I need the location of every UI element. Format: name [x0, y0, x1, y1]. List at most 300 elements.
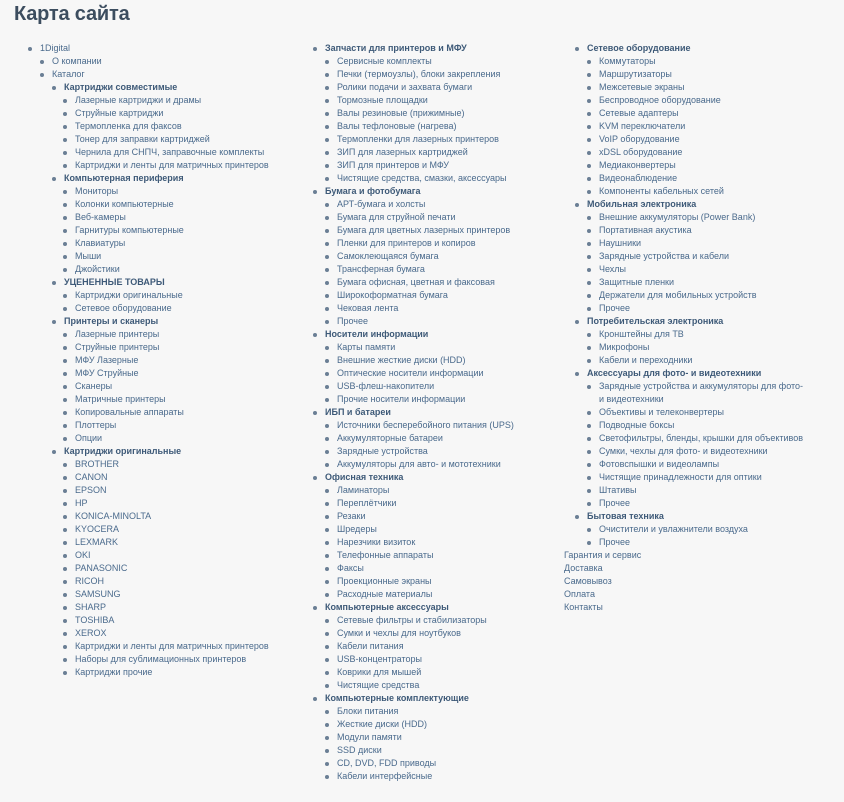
sitemap-link-label[interactable]: АРТ-бумага и холсты	[337, 199, 426, 209]
page-title: Карта сайта	[14, 3, 130, 25]
sitemap-link[interactable]	[552, 68, 844, 81]
sitemap-link-label[interactable]: EPSON	[75, 485, 107, 495]
sitemap-link[interactable]	[290, 549, 552, 562]
sitemap-link-label[interactable]: Прочее	[599, 303, 630, 313]
sitemap-link-label[interactable]: Опции	[75, 433, 103, 443]
sitemap-footer-link-label[interactable]: Гарантия и сервис	[564, 550, 642, 560]
sitemap-link-label[interactable]: Струйные принтеры	[75, 342, 160, 352]
sitemap-link-label[interactable]: Внешние жесткие диски (HDD)	[337, 355, 466, 365]
sitemap-link-label[interactable]: Струйные картриджи	[75, 108, 164, 118]
sitemap-link-label[interactable]: Валы резиновые (прижимные)	[337, 108, 465, 118]
sitemap-link-label[interactable]: VoIP оборудование	[599, 134, 680, 144]
sitemap-link[interactable]	[552, 133, 844, 146]
sitemap-category-col2-g7[interactable]	[290, 692, 552, 705]
sitemap-link[interactable]	[290, 315, 552, 328]
sitemap-link-label[interactable]: Чистящие принадлежности для оптики	[599, 472, 762, 482]
sitemap-footer-link-label[interactable]: Оплата	[564, 589, 595, 599]
sitemap-link-label[interactable]: Сетевые фильтры и стабилизаторы	[337, 615, 487, 625]
sitemap-link[interactable]	[552, 341, 844, 354]
sitemap-link[interactable]	[552, 94, 844, 107]
sitemap-link-label[interactable]: CD, DVD, FDD приводы	[337, 758, 437, 768]
sitemap-link-label[interactable]: Светофильтры, бленды, крышки для объективов	[599, 433, 803, 443]
sitemap-link-label[interactable]: Картриджи прочие	[75, 667, 153, 677]
sitemap-link-label[interactable]: Термопленка для факсов	[75, 121, 182, 131]
sitemap-link[interactable]	[0, 575, 290, 588]
sitemap-link[interactable]	[552, 484, 844, 497]
sitemap-link[interactable]	[0, 380, 290, 393]
sitemap-link[interactable]	[552, 120, 844, 133]
sitemap-link[interactable]	[0, 601, 290, 614]
sitemap-link[interactable]	[0, 653, 290, 666]
sitemap-link[interactable]	[290, 614, 552, 627]
sitemap-link-label[interactable]: Аккумуляторы для авто- и мототехники	[337, 459, 501, 469]
sitemap-footer-link[interactable]	[552, 601, 844, 614]
sitemap-link-label[interactable]: Оптические носители информации	[337, 368, 484, 378]
sitemap-link[interactable]	[290, 666, 552, 679]
sitemap-link[interactable]	[0, 237, 290, 250]
sitemap-link[interactable]	[290, 211, 552, 224]
sitemap-link[interactable]	[0, 549, 290, 562]
sitemap-link-label[interactable]: SHARP	[75, 602, 107, 612]
sitemap-category-col1-g4[interactable]	[0, 315, 290, 328]
sitemap-link[interactable]	[552, 406, 844, 419]
sitemap-link[interactable]	[552, 432, 844, 445]
sitemap-link[interactable]	[290, 536, 552, 549]
sitemap-link-label[interactable]: Медиаконвертеры	[599, 160, 676, 170]
sitemap-link[interactable]	[290, 133, 552, 146]
sitemap-link-label[interactable]: Ролики подачи и захвата бумаги	[337, 82, 473, 92]
sitemap-category-col1-g2-label[interactable]: Компьютерная периферия	[64, 173, 184, 183]
sitemap-link-label[interactable]: Фотовспышки и видеолампы	[599, 459, 720, 469]
sitemap-link-label[interactable]: Прочее	[599, 537, 630, 547]
sitemap-link[interactable]	[0, 640, 290, 653]
sitemap-link-label[interactable]: Чистящие средства, смазки, аксессуары	[337, 173, 507, 183]
sitemap-category-col3-g2[interactable]	[552, 198, 844, 211]
sitemap-link-label[interactable]: Чековая лента	[337, 303, 399, 313]
sitemap-link[interactable]	[290, 68, 552, 81]
sitemap-category-col1-g2[interactable]	[0, 172, 290, 185]
sitemap-link[interactable]	[552, 211, 844, 224]
sitemap-category-col2-g3[interactable]	[290, 328, 552, 341]
sitemap-category-col2-g4[interactable]	[290, 406, 552, 419]
sitemap-link[interactable]	[552, 224, 844, 237]
sitemap-category-col1-g1-label[interactable]: Картриджи совместимые	[64, 82, 178, 92]
sitemap-link[interactable]	[552, 328, 844, 341]
sitemap-link[interactable]	[552, 289, 844, 302]
sitemap-category-col2-g5[interactable]	[290, 471, 552, 484]
sitemap-link[interactable]	[552, 107, 844, 120]
sitemap-link-label[interactable]: Шредеры	[337, 524, 377, 534]
sitemap-link[interactable]	[290, 445, 552, 458]
sitemap-about-link-label[interactable]: О компании	[52, 56, 102, 66]
sitemap-link-label[interactable]: Чистящие средства	[337, 680, 420, 690]
sitemap-category-col2-g6[interactable]	[290, 601, 552, 614]
sitemap-link[interactable]	[552, 81, 844, 94]
sitemap-link[interactable]	[0, 263, 290, 276]
sitemap-link-label[interactable]: Аккумуляторные батареи	[337, 433, 443, 443]
sitemap-link-label[interactable]: Клавиатуры	[75, 238, 126, 248]
sitemap-link[interactable]	[552, 263, 844, 276]
sitemap-link[interactable]	[0, 354, 290, 367]
sitemap-link[interactable]	[290, 198, 552, 211]
sitemap-link-label[interactable]: Бумага офисная, цветная и факсовая	[337, 277, 495, 287]
sitemap-column-2	[290, 42, 552, 783]
sitemap-link-label[interactable]: Сервисные комплекты	[337, 56, 432, 66]
sitemap-link-label[interactable]: USB-флеш-накопители	[337, 381, 435, 391]
sitemap-link[interactable]	[290, 354, 552, 367]
sitemap-link-label[interactable]: Кабели питания	[337, 641, 404, 651]
sitemap-root-link[interactable]	[0, 42, 290, 55]
sitemap-link[interactable]	[0, 211, 290, 224]
sitemap-link-label[interactable]: Резаки	[337, 511, 366, 521]
sitemap-link-label[interactable]: Наушники	[599, 238, 642, 248]
sitemap-link[interactable]	[290, 55, 552, 68]
sitemap-link-label[interactable]: Трансферная бумага	[337, 264, 425, 274]
sitemap-link-label[interactable]: Мониторы	[75, 186, 119, 196]
sitemap-link-label[interactable]: KYOCERA	[75, 524, 120, 534]
sitemap-catalog-link[interactable]	[0, 68, 290, 81]
sitemap-link[interactable]	[290, 458, 552, 471]
sitemap-link-label[interactable]: PANASONIC	[75, 563, 128, 573]
sitemap-link[interactable]	[0, 497, 290, 510]
sitemap-link[interactable]	[290, 497, 552, 510]
sitemap-link[interactable]	[290, 237, 552, 250]
sitemap-link[interactable]	[0, 250, 290, 263]
sitemap-link-label[interactable]: Проекционные экраны	[337, 576, 432, 586]
sitemap-link-label[interactable]: TOSHIBA	[75, 615, 115, 625]
sitemap-link-label[interactable]: Зарядные устройства и кабели	[599, 251, 729, 261]
sitemap-category-col2-g3-label[interactable]: Носители информации	[325, 329, 429, 339]
sitemap-link-label[interactable]: Видеонаблюдение	[599, 173, 678, 183]
sitemap-link-label[interactable]: Зарядные устройства и аккумуляторы для фото- и видеотехники	[599, 381, 804, 404]
sitemap-link-label[interactable]: Зарядные устройства	[337, 446, 428, 456]
sitemap-link[interactable]	[0, 627, 290, 640]
sitemap-link[interactable]	[290, 341, 552, 354]
sitemap-link-label[interactable]: Чехлы	[599, 264, 627, 274]
sitemap-link-label[interactable]: Жесткие диски (HDD)	[337, 719, 428, 729]
sitemap-link[interactable]	[290, 770, 552, 783]
sitemap-link-label[interactable]: Беспроводное оборудование	[599, 95, 721, 105]
sitemap-link[interactable]	[0, 523, 290, 536]
sitemap-link[interactable]	[290, 94, 552, 107]
sitemap-link[interactable]	[0, 419, 290, 432]
sitemap-link[interactable]	[290, 302, 552, 315]
sitemap-category-col3-g4-label[interactable]: Аксессуары для фото- и видеотехники	[587, 368, 762, 378]
sitemap-category-col1-g4-label[interactable]: Принтеры и сканеры	[64, 316, 159, 326]
sitemap-link[interactable]	[0, 406, 290, 419]
sitemap-link[interactable]	[0, 614, 290, 627]
sitemap-link[interactable]	[0, 471, 290, 484]
sitemap-link-label[interactable]: Кабели интерфейсные	[337, 771, 433, 781]
sitemap-link[interactable]	[290, 276, 552, 289]
sitemap-footer-link[interactable]	[552, 588, 844, 601]
sitemap-link-label[interactable]: Телефонные аппараты	[337, 550, 434, 560]
sitemap-link[interactable]	[290, 731, 552, 744]
sitemap-link-label[interactable]: ЗИП для принтеров и МФУ	[337, 160, 450, 170]
sitemap-link[interactable]	[290, 263, 552, 276]
sitemap-link[interactable]	[0, 159, 290, 172]
sitemap-link-label[interactable]: Матричные принтеры	[75, 394, 166, 404]
sitemap-link[interactable]	[0, 588, 290, 601]
sitemap-link-label[interactable]: SSD диски	[337, 745, 382, 755]
sitemap-link-label[interactable]: Штативы	[599, 485, 637, 495]
sitemap-link-label[interactable]: KONICA-MINOLTA	[75, 511, 152, 521]
sitemap-link-label[interactable]: Тонер для заправки картриджей	[75, 134, 210, 144]
sitemap-link-label[interactable]: Источники бесперебойного питания (UPS)	[337, 420, 514, 430]
sitemap-footer-link[interactable]	[552, 562, 844, 575]
sitemap-link-label[interactable]: ЗИП для лазерных картриджей	[337, 147, 468, 157]
sitemap-link-label[interactable]: Бумага для цветных лазерных принтеров	[337, 225, 511, 235]
sitemap-category-col3-g4[interactable]	[552, 367, 844, 380]
sitemap-link-label[interactable]: LEXMARK	[75, 537, 119, 547]
sitemap-footer-link[interactable]	[552, 549, 844, 562]
sitemap-link-label[interactable]: Термопленки для лазерных принтеров	[337, 134, 499, 144]
sitemap-link[interactable]	[552, 458, 844, 471]
sitemap-link[interactable]	[552, 523, 844, 536]
sitemap-link-label[interactable]: Ламинаторы	[337, 485, 390, 495]
sitemap-link[interactable]	[0, 107, 290, 120]
sitemap-link-label[interactable]: МФУ Лазерные	[75, 355, 139, 365]
sitemap-link[interactable]	[552, 302, 844, 315]
sitemap-link[interactable]	[0, 536, 290, 549]
sitemap-link[interactable]	[0, 666, 290, 679]
sitemap-link-label[interactable]: Прочие носители информации	[337, 394, 466, 404]
sitemap-link-label[interactable]: OKI	[75, 550, 91, 560]
sitemap-link-label[interactable]: Лазерные принтеры	[75, 329, 160, 339]
sitemap-link-label[interactable]: Картриджи оригинальные	[75, 290, 183, 300]
sitemap-link-label[interactable]: Нарезчики визиток	[337, 537, 416, 547]
sitemap-link[interactable]	[552, 354, 844, 367]
sitemap-link[interactable]	[0, 94, 290, 107]
sitemap-link[interactable]	[290, 744, 552, 757]
sitemap-category-col1-g5-label[interactable]: Картриджи оригинальные	[64, 446, 182, 456]
sitemap-link[interactable]	[290, 640, 552, 653]
sitemap-link-label[interactable]: Лазерные картриджи и драмы	[75, 95, 202, 105]
sitemap-link[interactable]	[290, 523, 552, 536]
sitemap-link[interactable]	[0, 146, 290, 159]
sitemap-link-label[interactable]: Коммутаторы	[599, 56, 656, 66]
sitemap-link-label[interactable]: Валы тефлоновые (нагрева)	[337, 121, 457, 131]
sitemap-link-label[interactable]: Колонки компьютерные	[75, 199, 174, 209]
sitemap-category-col2-g7-label[interactable]: Компьютерные комплектующие	[325, 693, 469, 703]
sitemap-link[interactable]	[552, 250, 844, 263]
sitemap-category-col2-g4-label[interactable]: ИБП и батареи	[325, 407, 391, 417]
sitemap-link-label[interactable]: Картриджи и ленты для матричных принтеров	[75, 641, 269, 651]
sitemap-link-label[interactable]: Микрофоны	[599, 342, 650, 352]
sitemap-link[interactable]	[552, 445, 844, 458]
sitemap-footer-link-label[interactable]: Доставка	[564, 563, 603, 573]
sitemap-link-label[interactable]: Плоттеры	[75, 420, 117, 430]
sitemap-link-label[interactable]: Держатели для мобильных устройств	[599, 290, 757, 300]
sitemap-link-label[interactable]: Расходные материалы	[337, 589, 433, 599]
sitemap-link-label[interactable]: XEROX	[75, 628, 107, 638]
sitemap-category-col2-g6-label[interactable]: Компьютерные аксессуары	[325, 602, 449, 612]
sitemap-link-label[interactable]: Факсы	[337, 563, 364, 573]
sitemap-link[interactable]	[0, 432, 290, 445]
sitemap-link-label[interactable]: Переплётчики	[337, 498, 397, 508]
sitemap-link[interactable]	[290, 107, 552, 120]
sitemap-link-label[interactable]: Очистители и увлажнители воздуха	[599, 524, 748, 534]
sitemap-link[interactable]	[290, 627, 552, 640]
sitemap-link[interactable]	[290, 393, 552, 406]
sitemap-link-label[interactable]: МФУ Струйные	[75, 368, 139, 378]
sitemap-link[interactable]	[552, 471, 844, 484]
sitemap-link-label[interactable]: BROTHER	[75, 459, 120, 469]
sitemap-link[interactable]	[290, 575, 552, 588]
sitemap-link-label[interactable]: Печки (термоузлы), блоки закрепления	[337, 69, 501, 79]
sitemap-category-col3-g1-label[interactable]: Сетевое оборудование	[587, 43, 691, 53]
sitemap-link-label[interactable]: Прочее	[599, 498, 630, 508]
sitemap-link[interactable]	[290, 289, 552, 302]
sitemap-link[interactable]	[0, 458, 290, 471]
sitemap-link-label[interactable]: SAMSUNG	[75, 589, 121, 599]
sitemap-link-label[interactable]: Маршрутизаторы	[599, 69, 672, 79]
sitemap-category-col2-g1[interactable]	[290, 42, 552, 55]
sitemap-link[interactable]	[290, 419, 552, 432]
sitemap-link[interactable]	[290, 146, 552, 159]
sitemap-link[interactable]	[0, 120, 290, 133]
sitemap-link[interactable]	[290, 159, 552, 172]
sitemap-link[interactable]	[290, 120, 552, 133]
sitemap-link[interactable]	[0, 393, 290, 406]
sitemap-link-label[interactable]: Картриджи и ленты для матричных принтеров	[75, 160, 269, 170]
sitemap-link[interactable]	[0, 133, 290, 146]
sitemap-link[interactable]	[290, 81, 552, 94]
sitemap-link-label[interactable]: Карты памяти	[337, 342, 396, 352]
sitemap-link[interactable]	[552, 419, 844, 432]
sitemap-link[interactable]	[290, 679, 552, 692]
sitemap-link-label[interactable]: Наборы для сублимационных принтеров	[75, 654, 247, 664]
sitemap-link-label[interactable]: Кронштейны для ТВ	[599, 329, 684, 339]
sitemap-footer-link-label[interactable]: Контакты	[564, 602, 603, 612]
sitemap-link[interactable]	[0, 484, 290, 497]
sitemap-link-label[interactable]: Сумки, чехлы для фото- и видеотехники	[599, 446, 768, 456]
sitemap-category-col3-g3-label[interactable]: Потребительская электроника	[587, 316, 724, 326]
sitemap-category-col2-g5-label[interactable]: Офисная техника	[325, 472, 404, 482]
sitemap-link[interactable]	[290, 757, 552, 770]
sitemap-link-label[interactable]: USB-концентраторы	[337, 654, 422, 664]
sitemap-link-label[interactable]: Широкоформатная бумага	[337, 290, 448, 300]
sitemap-link-label[interactable]: Пленки для принтеров и копиров	[337, 238, 476, 248]
sitemap-link[interactable]	[552, 159, 844, 172]
sitemap-catalog-link-label[interactable]: Каталог	[52, 69, 85, 79]
sitemap-link[interactable]	[290, 432, 552, 445]
sitemap-category-col1-g3[interactable]	[0, 276, 290, 289]
sitemap-link-label[interactable]: Прочее	[337, 316, 368, 326]
sitemap-category-col3-g1[interactable]	[552, 42, 844, 55]
sitemap-category-col2-g2[interactable]	[290, 185, 552, 198]
sitemap-category-col3-g5[interactable]	[552, 510, 844, 523]
sitemap-category-col3-g2-label[interactable]: Мобильная электроника	[587, 199, 697, 209]
sitemap-link-label[interactable]: Сетевые адаптеры	[599, 108, 679, 118]
sitemap-category-col3-g5-label[interactable]: Бытовая техника	[587, 511, 664, 521]
sitemap-link-label[interactable]: xDSL оборудование	[599, 147, 683, 157]
sitemap-link-label[interactable]: Мыши	[75, 251, 102, 261]
sitemap-link[interactable]	[552, 55, 844, 68]
sitemap-link[interactable]	[552, 380, 809, 406]
sitemap-link-label[interactable]: Блоки питания	[337, 706, 399, 716]
sitemap-link-label[interactable]: KVM переключатели	[599, 121, 686, 131]
sitemap-link[interactable]	[290, 510, 552, 523]
sitemap-link-label[interactable]: Тормозные площадки	[337, 95, 428, 105]
sitemap-link[interactable]	[290, 588, 552, 601]
sitemap-link-label[interactable]: Сетевое оборудование	[75, 303, 172, 313]
sitemap-link[interactable]	[552, 536, 844, 549]
sitemap-link[interactable]	[290, 705, 552, 718]
sitemap-link[interactable]	[290, 718, 552, 731]
sitemap-category-col2-g2-label[interactable]: Бумага и фотобумага	[325, 186, 421, 196]
sitemap-link-label[interactable]: Гарнитуры компьютерные	[75, 225, 184, 235]
sitemap-about-link[interactable]	[0, 55, 290, 68]
sitemap-link-label[interactable]: Бумага для струйной печати	[337, 212, 456, 222]
sitemap-link[interactable]	[552, 497, 844, 510]
sitemap-link-label[interactable]: RICOH	[75, 576, 104, 586]
sitemap-link[interactable]	[552, 172, 844, 185]
sitemap-link[interactable]	[290, 380, 552, 393]
sitemap-link[interactable]	[0, 224, 290, 237]
sitemap-link[interactable]	[0, 198, 290, 211]
sitemap-link-label[interactable]: Сканеры	[75, 381, 113, 391]
sitemap-link[interactable]	[290, 484, 552, 497]
sitemap-link-label[interactable]: Модули памяти	[337, 732, 402, 742]
sitemap-link-label[interactable]: Самоклеющаяся бумага	[337, 251, 439, 261]
sitemap-link-label[interactable]: Объективы и телеконвертеры	[599, 407, 724, 417]
sitemap-link-label[interactable]: Межсетевые экраны	[599, 82, 685, 92]
sitemap-link[interactable]	[290, 250, 552, 263]
sitemap-link-label[interactable]: Внешние аккумуляторы (Power Bank)	[599, 212, 756, 222]
sitemap-link[interactable]	[0, 341, 290, 354]
sitemap-link[interactable]	[0, 562, 290, 575]
sitemap-link-label[interactable]: Чернила для СНПЧ, заправочные комплекты	[75, 147, 265, 157]
sitemap-category-col2-g1-label[interactable]: Запчасти для принтеров и МФУ	[325, 43, 467, 53]
sitemap-link-label[interactable]: Подводные боксы	[599, 420, 675, 430]
sitemap-link[interactable]	[0, 328, 290, 341]
sitemap-category-col3-g3[interactable]	[552, 315, 844, 328]
sitemap-link[interactable]	[552, 146, 844, 159]
sitemap-link[interactable]	[0, 289, 290, 302]
sitemap-link[interactable]	[290, 653, 552, 666]
sitemap-category-col1-g1[interactable]	[0, 81, 290, 94]
sitemap-link[interactable]	[290, 172, 552, 185]
sitemap-link[interactable]	[0, 367, 290, 380]
sitemap-link-label[interactable]: Портативная акустика	[599, 225, 692, 235]
sitemap-link-label[interactable]: Компоненты кабельных сетей	[599, 186, 724, 196]
sitemap-link[interactable]	[290, 562, 552, 575]
sitemap-link[interactable]	[290, 367, 552, 380]
sitemap-link-label[interactable]: Сумки и чехлы для ноутбуков	[337, 628, 461, 638]
sitemap-category-col1-g3-label[interactable]: УЦЕНЕННЫЕ ТОВАРЫ	[64, 277, 165, 287]
sitemap-link-label[interactable]: Защитные пленки	[599, 277, 675, 287]
sitemap-footer-link-label[interactable]: Самовывоз	[564, 576, 612, 586]
sitemap-link[interactable]	[552, 185, 844, 198]
sitemap-link-label[interactable]: Веб-камеры	[75, 212, 126, 222]
sitemap-link-label[interactable]: HP	[75, 498, 88, 508]
sitemap-link-label[interactable]: Копировальные аппараты	[75, 407, 184, 417]
sitemap-link[interactable]	[0, 302, 290, 315]
sitemap-link[interactable]	[0, 510, 290, 523]
sitemap-category-col1-g5[interactable]	[0, 445, 290, 458]
sitemap-link[interactable]	[0, 185, 290, 198]
sitemap-link[interactable]	[552, 237, 844, 250]
sitemap-footer-link[interactable]	[552, 575, 844, 588]
sitemap-root-link-label[interactable]: 1Digital	[40, 43, 71, 53]
sitemap-link-label[interactable]: Джойстики	[75, 264, 120, 274]
sitemap-link[interactable]	[552, 276, 844, 289]
sitemap-link-label[interactable]: Кабели и переходники	[599, 355, 693, 365]
sitemap-link-label[interactable]: CANON	[75, 472, 108, 482]
sitemap-link[interactable]	[290, 224, 552, 237]
sitemap-link-label[interactable]: Коврики для мышей	[337, 667, 422, 677]
